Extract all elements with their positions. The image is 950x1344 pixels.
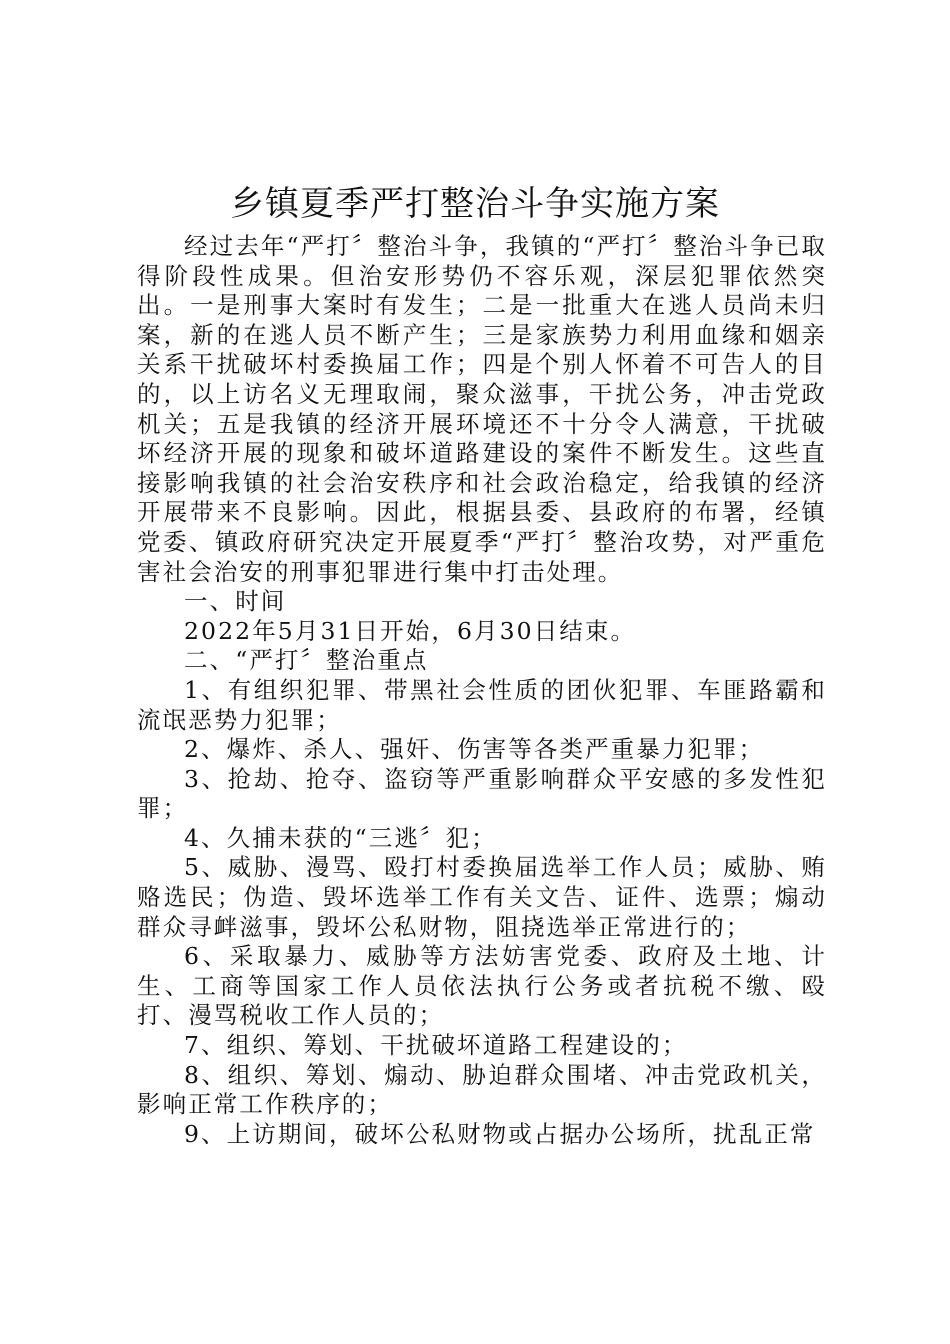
focus-item-8: 8、组织、筹划、煽动、胁迫群众围堵、冲击党政机关，影响正常工作秩序的； xyxy=(137,1060,827,1119)
focus-item-5: 5、威胁、漫骂、殴打村委换届选举工作人员；威胁、贿赂选民；伪造、毁坏选举工作有关文告、证件、选票；煽动群众寻衅滋事，毁坏公私财物，阻挠选举正常进行的； xyxy=(137,853,827,941)
intro-paragraph: 经过去年“严打〞整治斗争，我镇的“严打〞整治斗争已取得阶段性成果。但治安形势仍不容乐观，深层犯罪依然突出。一是刑事大案时有发生；二是一批重大在逃人员尚未归案，新的在逃人员不断产生；三是家族势力利用血缘和姻亲关系干扰破坏村委换届工作；四是个别人怀着不可告人的目的，以上访名义无理取闹，聚众滋事，干扰公务，冲击党政机关；五是我镇的经济开展环境还不十分令人满意，干扰破坏经济开展的现象和破坏道路建设的案件不断发生。这些直接影响我镇的社会治安秩序和社会政治稳定，给我镇的经济开展带来不良影响。因此，根据县委、县政府的布署，经镇党委、镇政府研究决定开展夏季“严打〞整治攻势，对严重危害社会治安的刑事犯罪进行集中打击处理。 xyxy=(137,232,827,586)
time-paragraph: 2022年5月31日开始，6月30日结束。 xyxy=(184,616,637,645)
focus-item-2: 2、爆炸、杀人、强奸、伤害等各类严重暴力犯罪； xyxy=(184,735,765,764)
section-heading-time: 一、时间 xyxy=(184,587,287,616)
focus-item-1: 1、有组织犯罪、带黑社会性质的团伙犯罪、车匪路霸和流氓恶势力犯罪； xyxy=(137,675,827,734)
focus-item-6: 6、采取暴力、威胁等方法妨害党委、政府及土地、计生、工商等国家工作人员依法执行公务或者抗税不缴、殴打、漫骂税收工作人员的； xyxy=(137,942,827,1030)
focus-item-4: 4、久捕未获的“三逃〞犯； xyxy=(184,823,497,852)
focus-item-3: 3、抢劫、抢夺、盗窃等严重影响群众平安感的多发性犯罪； xyxy=(137,764,827,823)
document-body xyxy=(137,232,827,1149)
section-heading-focus: 二、“严打〞整治重点 xyxy=(184,646,429,675)
document-title: 乡镇夏季严打整治斗争实施方案 xyxy=(230,184,720,224)
focus-item-7: 7、组织、筹划、干扰破坏道路工程建设的； xyxy=(184,1031,688,1060)
focus-item-9: 9、上访期间，破坏公私财物或占据办公场所，扰乱正常 xyxy=(184,1119,816,1148)
